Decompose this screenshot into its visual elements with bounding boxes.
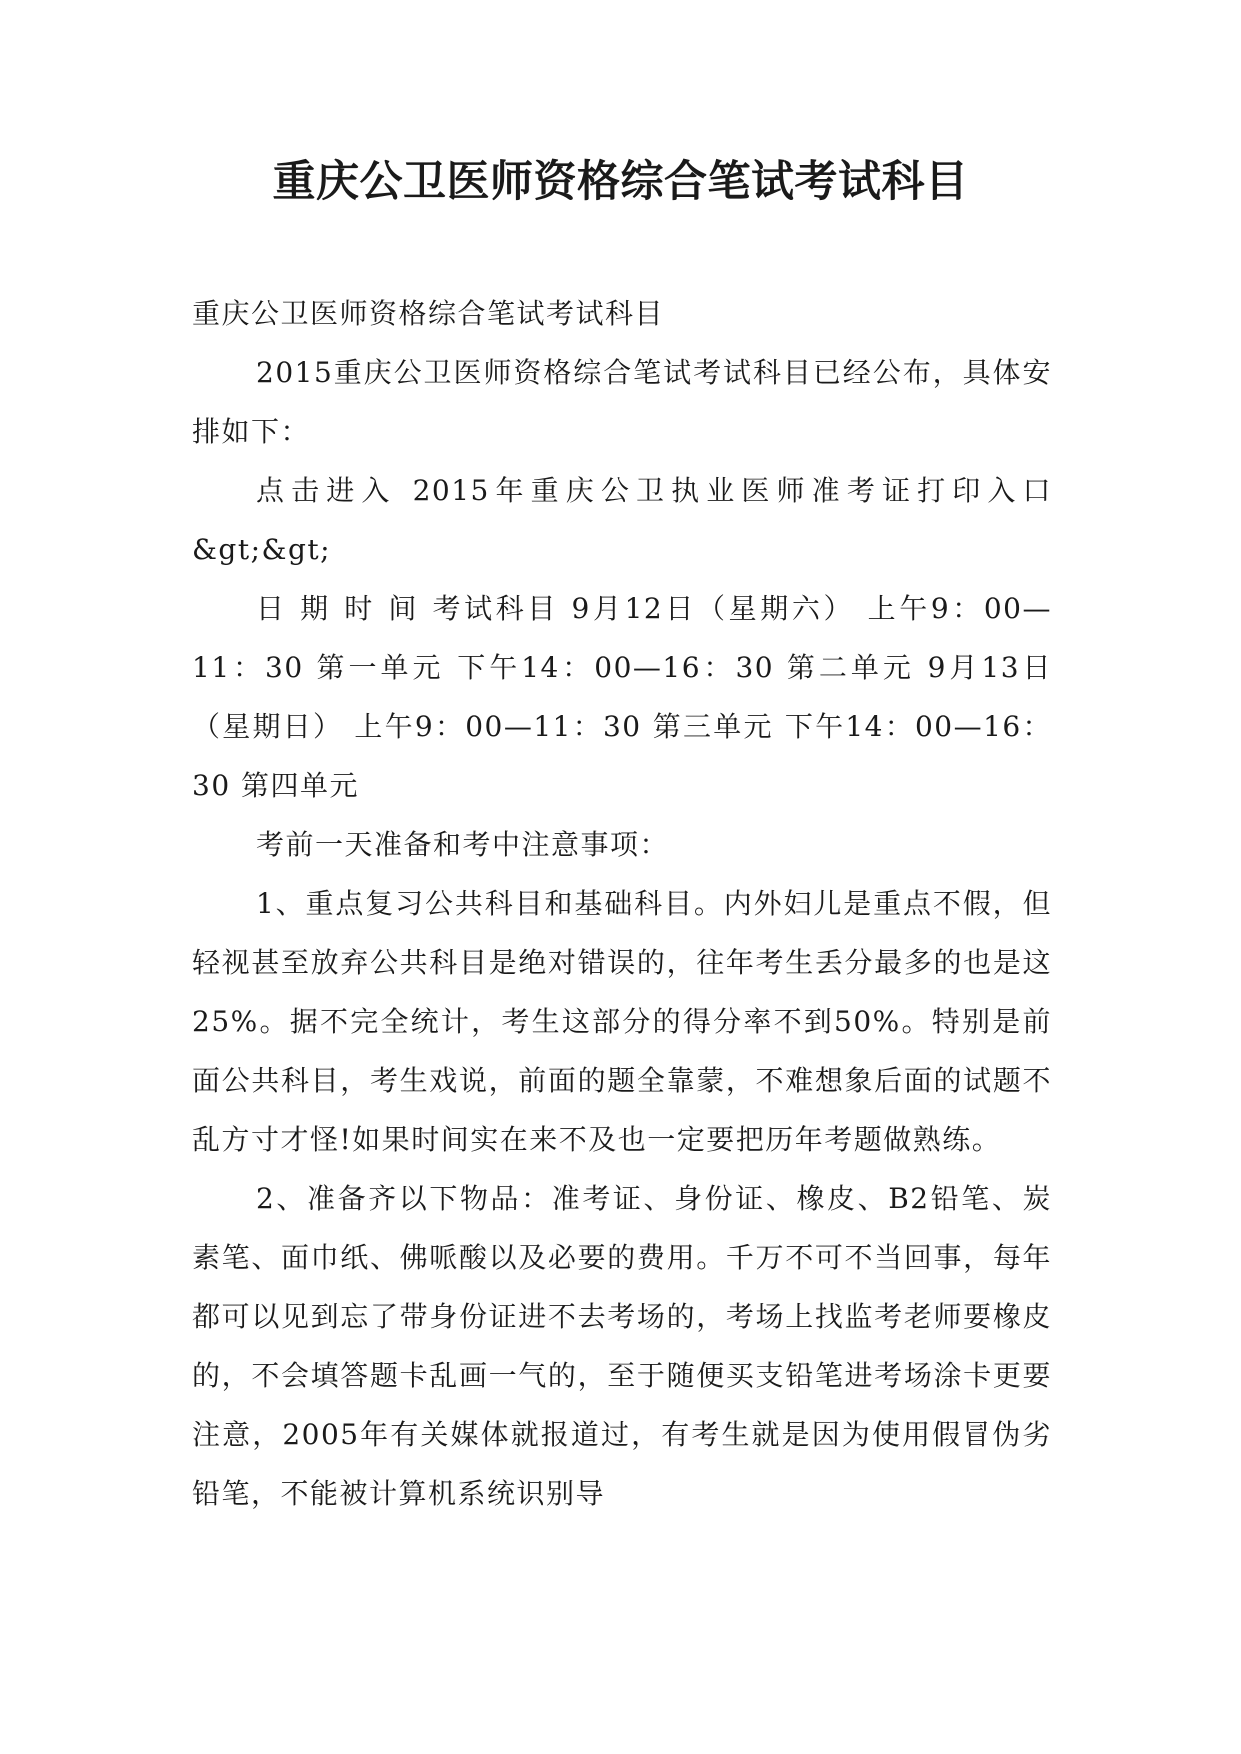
paragraph-notes-heading: 考前一天准备和考中注意事项：	[256, 828, 670, 861]
paragraph-announcement: 2015重庆公卫医师资格综合笔试考试科目已经公布，具体安排如下：	[192, 356, 1052, 448]
paragraph-admission-link: 点击进入 2015年重庆公卫执业医师准考证打印入口&gt;&gt;	[192, 474, 1052, 566]
paragraph-item-1: 1、重点复习公共科目和基础科目。内外妇儿是重点不假，但轻视甚至放弃公共科目是绝对错误的，往年考生丢分最多的也是这25%。据不完全统计，考生这部分的得分率不到50%。特别是前面公共科目，考生戏说，前面的题全靠蒙，不难想象后面的试题不乱方寸才怪!如果时间实在来不及也一定要把历年考题做熟练。	[192, 887, 1052, 1156]
document-body	[192, 284, 1052, 1523]
paragraph-item-2: 2、准备齐以下物品：准考证、身份证、橡皮、B2铅笔、炭素笔、面巾纸、佛哌酸以及必要的费用。千万不可不当回事，每年都可以见到忘了带身份证进不去考场的，考场上找监考老师要橡皮的，不会填答题卡乱画一气的，至于随便买支铅笔进考场涂卡更要注意，2005年有关媒体就报道过，有考生就是因为使用假冒伪劣铅笔，不能被计算机系统识别导	[192, 1182, 1052, 1510]
paragraph-schedule: 日 期 时 间 考试科目 9月12日（星期六） 上午9：00—11：30 第一单元 下午14：00—16：30 第二单元 9月13日（星期日） 上午9：00—11：30 第三单元 下午14：00—16：30 第四单元	[192, 592, 1052, 802]
paragraph-subtitle: 重庆公卫医师资格综合笔试考试科目	[192, 297, 665, 330]
document-title: 重庆公卫医师资格综合笔试考试科目	[272, 157, 969, 207]
